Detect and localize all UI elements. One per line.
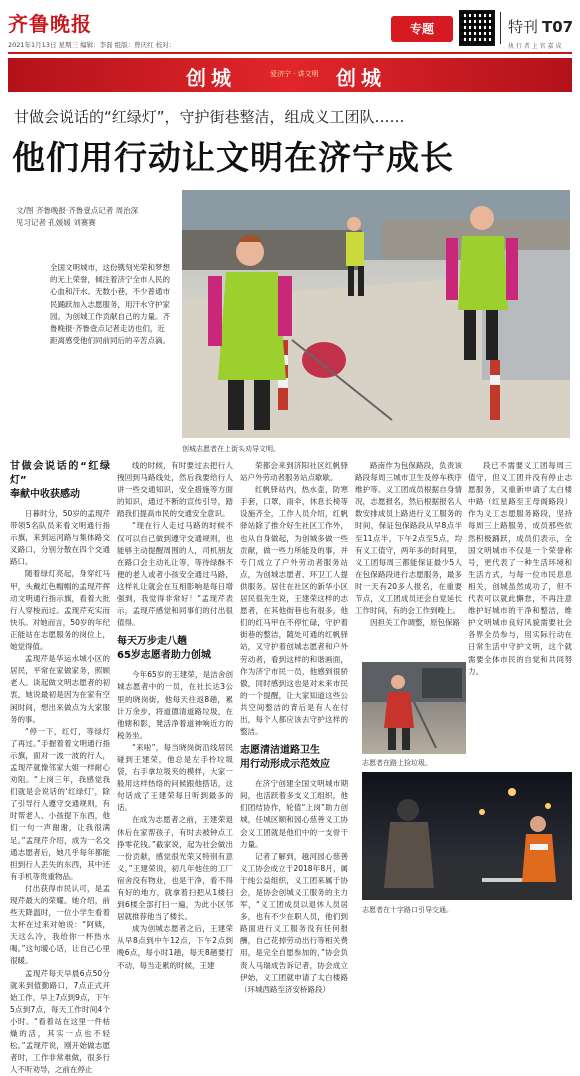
- column-1-paragraph: 随着绿灯亮起，身穿红马甲，头戴红色帽帽的孟现芹挥动文明通行指示旗，看着大批行人穿梭而过。孟现芹充实而快乐。对她而言，50岁的年纪正能站在志愿服务的岗位上，她觉得值。: [10, 569, 110, 652]
- article-lead: 全国文明城市，这份镌刻光荣和梦想的无上荣誉，倾注着济宁全市人民的心血和汗水。无数小巷，不少普通市民踊跃加入志愿服务，用汗水守护家园。为创城工作贡献自己的力量。齐鲁晚报·齐鲁壹点记者走访也们，近距离感受他们同前同后的辛苦点滴。: [50, 263, 170, 346]
- column-2-paragraph: 成为创城志愿者之后，王建荣从早8点到中午12点，下午2点到晚6点，每小时1趟，每天8趟要打不动，每当走累的时候，王建: [117, 924, 233, 970]
- column-3-paragraph: 记者了解到，越河园心慈善义工协会成立于2018年8月，属于纯公益组织，义工团来属于协会，是协会创城义工服务的主力军，“义工团成员以退休人员居多，也有不少在职人员，他们到路面进行义工服务没有任何报酬，自己花掉劳动出行等相关费用，是完全自愿参加的，”协会负责人马瑞成告诉记者，协会成立伊始，义工团就申请了太白楼路（环城西路至济安桥路段）: [240, 851, 348, 994]
- column-3-paragraph: 红帆驿站内，热水壶，防寒手套，口罩，雨伞，休息长椅等设施齐全，工作人员介绍，红帆驿站除了推介好生社区工作外，也从自身做起，为创城多做一些贡献，做一些力所能及的事，并专门成立了户外劳动者服务站点，为创城志愿者、环卫工人提供服务。居住在社区的新华小区居民很先生说，王建荣这样的志愿者，在其他街巷也有很多，他们的红马甲在不停忙碌，守护着街巷的整洁，随处可通的红帆驿站，又守护着创城志愿者和户外劳动者，看到这样的和谐画面，作为济宁市民一员，他感到很骄傲，同时感到这也是对未来市民的一个提醒，让大家知道这些公共空间整洁的背后是有人在付出，每个人都应该去守护这样的整洁。: [240, 485, 348, 737]
- column-3-paragraph: 荣都会来到济阳社区红帆驿站户外劳动者服务站点歇歇。: [240, 461, 348, 483]
- main-photo-caption: 创城志愿者在上街头劝导文明。: [182, 445, 280, 453]
- column-3-heading: 志愿清洁道路卫生 用行动形成示范效应: [240, 745, 330, 771]
- photo-caption-1: 志愿者在路上捡垃圾。: [362, 759, 432, 767]
- column-1-paragraph: 日暮时分，50岁的孟现芹带领5名队员来看文明通行指示旗，来到运河路与集体路交叉路口，分别分散在四个交通路口。: [10, 509, 110, 567]
- banner-right-text: 创城: [336, 66, 386, 90]
- main-photo-illustration: [182, 190, 570, 438]
- column-5-paragraph: 段已不需要义工团每周三值守，但义工团并没有停止志愿服务，又重新申请了太白楼中路（红星路至王母阁路段）作为义工志愿服务路段，坚持每周三上路服务，成员那些依然积极踊跃，成员们表示，全国文明城市不仅是一个荣誉称号，更代表了一种生活环境和生活方式，与每一位市民息息相关，创城虽然成功了，但不代表可以就此懈怠，不再注意维护好城市的干净和整洁，维护文明城市良好风貌需要社会各界全员参与，用实际行动在日常生活中守护文明，这个就需要全体市民的自觉和共同努力。: [468, 461, 572, 676]
- column-2-paragraph: 在成为志愿者之前，王建荣退休后在家帮孩子，有时去被钟点工挣零花钱。”截家说，起为社会做出一份贡献，感觉很光荣又特别有意义，”王建荣说，初几年他住的工厂宿舍没有物业，也是干净，看不得有好的地方，就拿着扫把从1楼扫到6楼全部打扫一遍，为此小区邻居就推荐他当了楼长。: [117, 815, 233, 922]
- column-2-paragraph: “现在行人走过马路的时候不仅可以自己做到遵守交通规则，也能够主动提醒周围的人，司机朋友在路口会主动礼让等，等待绿酥不便的老人或者小孩安全通过马路，这样礼让就会在互相影响是每日增强到，我觉得非常好！”孟现芹表示，孟现芹感觉和同事们的付出很值得。: [117, 521, 233, 628]
- masthead: [8, 6, 572, 52]
- qr-code-icon: [459, 10, 495, 46]
- header-divider: [500, 12, 501, 44]
- article-column-4: [355, 460, 462, 629]
- column-3-paragraph: 在济宁创建全国文明城市期间，也活跃着多支义工组织，他们团结协作，轮值“上岗”助力创城，任城区顺和园心慈善义工协会义工团就是他们中的一支骨干力量。: [240, 779, 348, 849]
- column-4-paragraph: 路南作为包保路段，负责该路段每周三城市卫生及停车秩序维护等。义工团成员根据自身情况，志愿报名，然后根据报名人数安排成员上路进行义工服务的时间，保证包保路段从早8点半至11点半，下午2点至5点，均有义工值守，两年多的时间里，义工团每周三都能保证最少5人在包保路段进行志愿服务，最多时一天有20多人报名，在重要节点，义工团成员还会自觉延长工作时间，有的会工作到晚上。: [355, 461, 462, 616]
- photo-crossing-guide-illustration: [362, 772, 572, 900]
- banner-slogan: 爱济宁 · 讲文明: [270, 70, 319, 78]
- article-column-1: [10, 460, 110, 1076]
- section-label: 特刊: [508, 18, 539, 36]
- photo-litter-pickup-illustration: [362, 662, 466, 754]
- article-column-3: [240, 460, 348, 996]
- column-2-paragraph: “来啦”，每当晓岗街沿线居民碰到王建荣，他总是左手拎垃圾袋，右手拿垃圾夹的模样，大家一般用这样热络的问候跟他搭话，这句话成了王建荣每日听到最多的话。: [117, 742, 233, 813]
- article-headline: 他们用行动让文明在济宁成长: [12, 138, 454, 177]
- issue-line: 2021年1月13日 星期三 编辑：李磊 组版：曾庆红 校对：: [8, 41, 176, 49]
- campaign-banner: [8, 58, 572, 92]
- topic-badge: 专题: [391, 16, 453, 42]
- article-column-2: [117, 460, 233, 972]
- banner-left-text: 创城: [186, 66, 236, 90]
- photo-crossing-guide: [362, 772, 572, 900]
- column-1-paragraph: 孟现芹每天早晨6点50分就来到值勤路口，7点正式开始工作，早上7点到9点，下午5点到7点，每天工作时间4个小时。“看着站在这里一件枯燥的活，其实一点也不轻松。”孟现芹说，刚开始做志愿者时，工作非常难做，很多行人不听劝导，之前在停止: [10, 968, 110, 1075]
- editor-line: 执 行 者 上 官 嘉 成: [508, 43, 562, 50]
- column-2-heading: 每天万步走八趟 65岁志愿者助力创城: [117, 636, 211, 662]
- column-1-paragraph: “停一下，红灯，等绿灯了再过。”手握着着文明通行指示旗，面对一波一波的行人，孟现芹就像邻家大姐一样耐心劝阻。“上岗三年，我感觉我们就是会说话的‘红绿灯’，除了引导行人遵守交通规则，有时帮老人、小孩提下东西，他们一句一声谢谢，让我很满足。”孟现芹介绍，成为一名交通志愿者后，她几乎每年都能担到行人丢失的东西，其中还有手机等贵重物品。: [10, 726, 110, 881]
- article-column-5: [468, 460, 572, 678]
- photo-caption-2: 志愿者在十字路口引导交通。: [362, 906, 453, 914]
- column-2-paragraph: 今年65岁的王建荣，是洁舍创城志愿者中的一员，在社长达3公里的晓岗街，他每天往返8趟，累计万余步，将道德清道路垃圾，在他辖和影，凳活净着道神响近方的税务坐。: [117, 670, 233, 740]
- column-1-heading: 甘做会说话的“红绿灯” 奉献中收获感动: [10, 461, 110, 500]
- page-number: T07: [542, 18, 574, 36]
- column-1-paragraph: 孟现芹是华运水城小区的居民，平常在家做家务，照顾老人。谈起做文明志愿者的初衷，她说最初是因为在家有空闲时间，想出来做点为大家服务的事。: [10, 654, 110, 724]
- header-rule: [8, 52, 572, 54]
- section-title: [508, 16, 573, 37]
- article-byline: 文/图 齐鲁晚报·齐鲁壹点记者 周治深 见习记者 孔媛媛 刘赛赛: [16, 206, 139, 227]
- main-photo: [182, 190, 570, 438]
- column-2-paragraph: 线的时候，有时要过去把行人拽回到马路线处，然后我要给行人讲一些交通知识，安全措施等方面的知识，通过不断的宣传引导，踏踏我们提高市民的交通安全意识。: [117, 461, 233, 519]
- newspaper-logo: 齐鲁晚报: [8, 12, 92, 36]
- column-4-paragraph: 因担关工作调整，原包保路: [370, 618, 460, 628]
- article-subhead: 甘做会说话的“红绿灯”，守护街巷整洁，组成义工团队……: [14, 108, 405, 126]
- column-1-paragraph: 付出获得市民认可，是孟现芹最大的荣耀。她介绍，前些天降温时，一位小学生看着太杯在过来对她说：“阿姨，天这么冷，我给你一杯热水喝。”这句暖心话，让自己心里很暖。: [10, 883, 110, 966]
- photo-litter-pickup: [362, 662, 466, 754]
